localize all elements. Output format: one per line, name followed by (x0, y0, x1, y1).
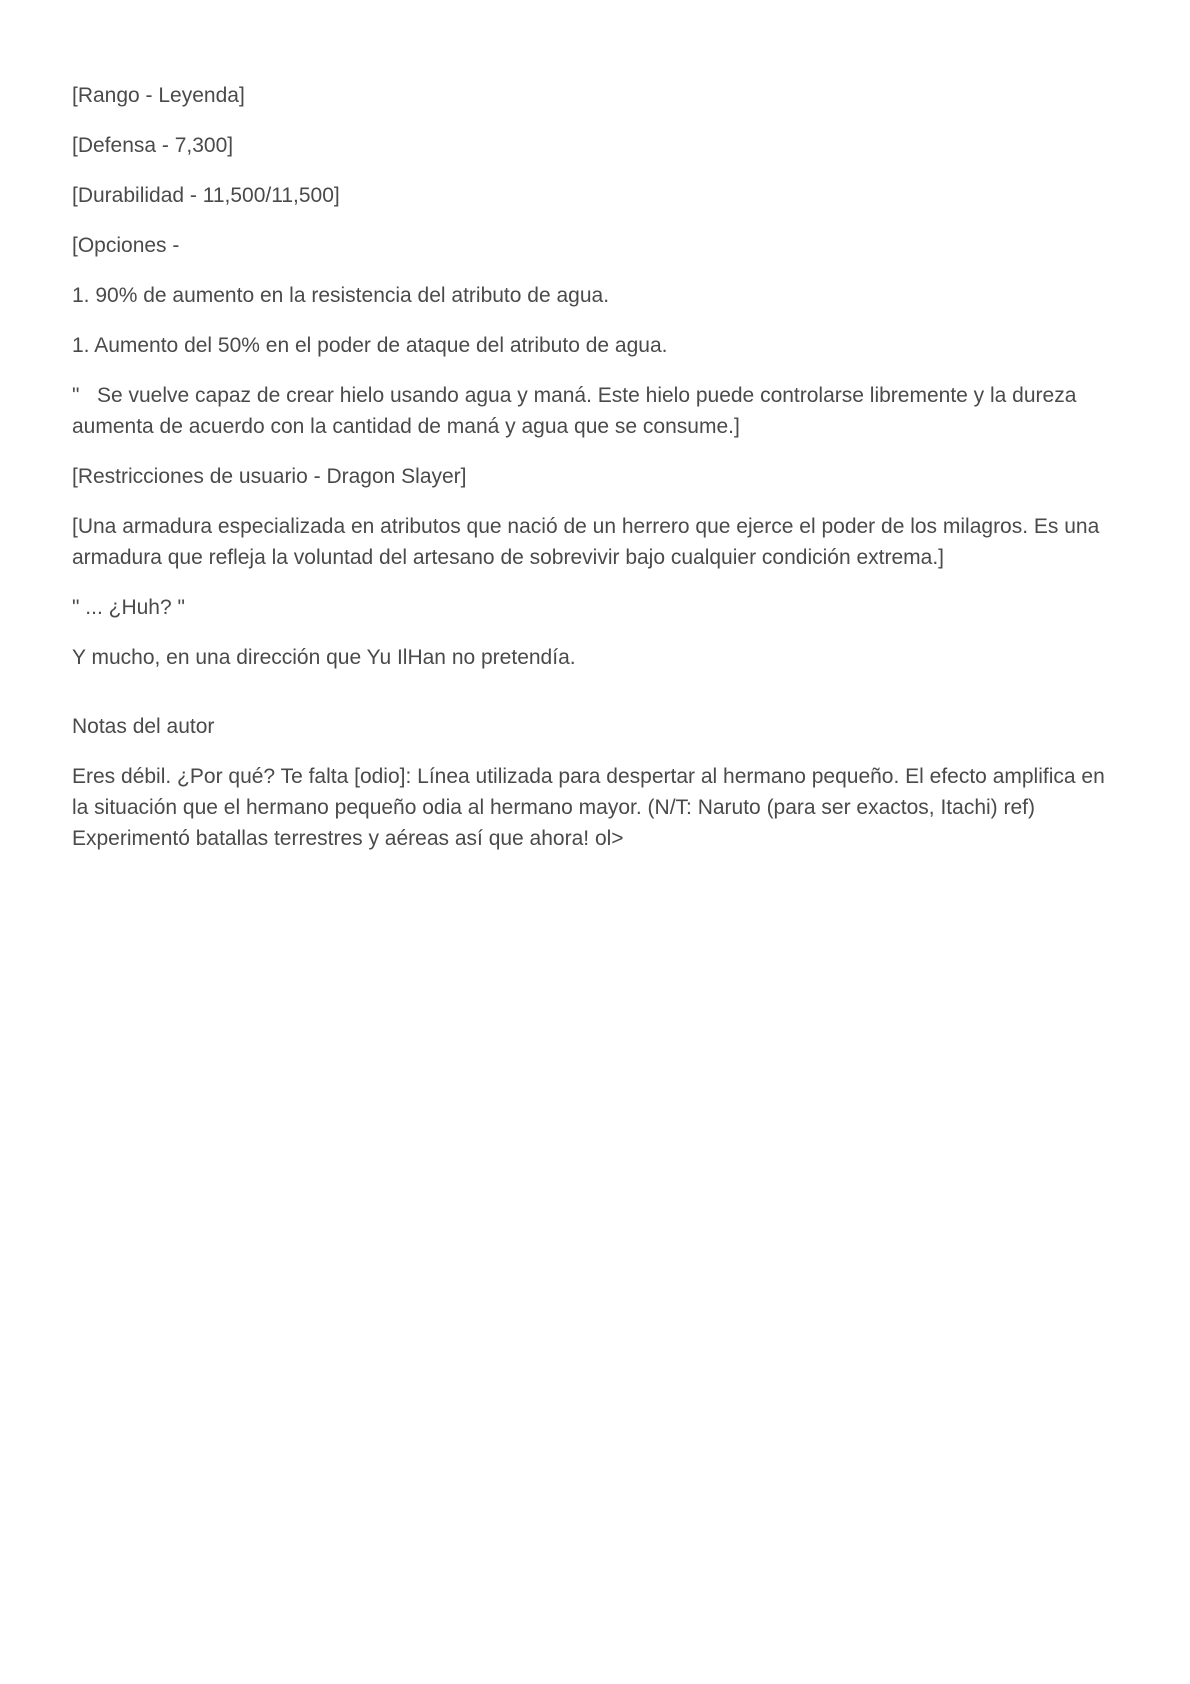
item-defense: [Defensa - 7,300] (72, 134, 234, 157)
item-rank: [Rango - Leyenda] (72, 84, 245, 107)
document-body (72, 80, 1112, 873)
narration-line: Y mucho, en una dirección que Yu IlHan no pretendía. (72, 646, 576, 669)
item-option-water-resistance: 1. 90% de aumento en la resistencia del atributo de agua. (72, 284, 610, 307)
item-option-water-attack: 1. Aumento del 50% en el poder de ataque del atributo de agua. (72, 334, 668, 357)
item-option-ice-creation: " Se vuelve capaz de crear hielo usando agua y maná. Este hielo puede controlarse libremente y la dureza aumenta de acuerdo con la cantidad de maná y agua que se consume.] (72, 384, 1083, 438)
item-description: [Una armadura especializada en atributos que nació de un herrero que ejerce el poder de los milagros. Es una armadura que refleja la voluntad del artesano de sobrevivir bajo cualquier condición extrema.] (72, 515, 1106, 569)
dialogue-line: " ... ¿Huh? " (72, 596, 185, 619)
author-notes-heading: Notas del autor (72, 715, 215, 738)
author-notes-text: Eres débil. ¿Por qué? Te falta [odio]: Línea utilizada para despertar al hermano pequeño. El efecto amplifica en la situación que el hermano pequeño odia al hermano mayor. (N/T: Naruto (para ser exactos, Itachi) ref) Experimentó batallas terrestres y aéreas así que ahora! ol> (72, 765, 1111, 850)
item-user-restrictions: [Restricciones de usuario - Dragon Slayer] (72, 465, 467, 488)
item-durability: [Durabilidad - 11,500/11,500] (72, 184, 340, 207)
item-options-heading: [Opciones - (72, 234, 180, 257)
